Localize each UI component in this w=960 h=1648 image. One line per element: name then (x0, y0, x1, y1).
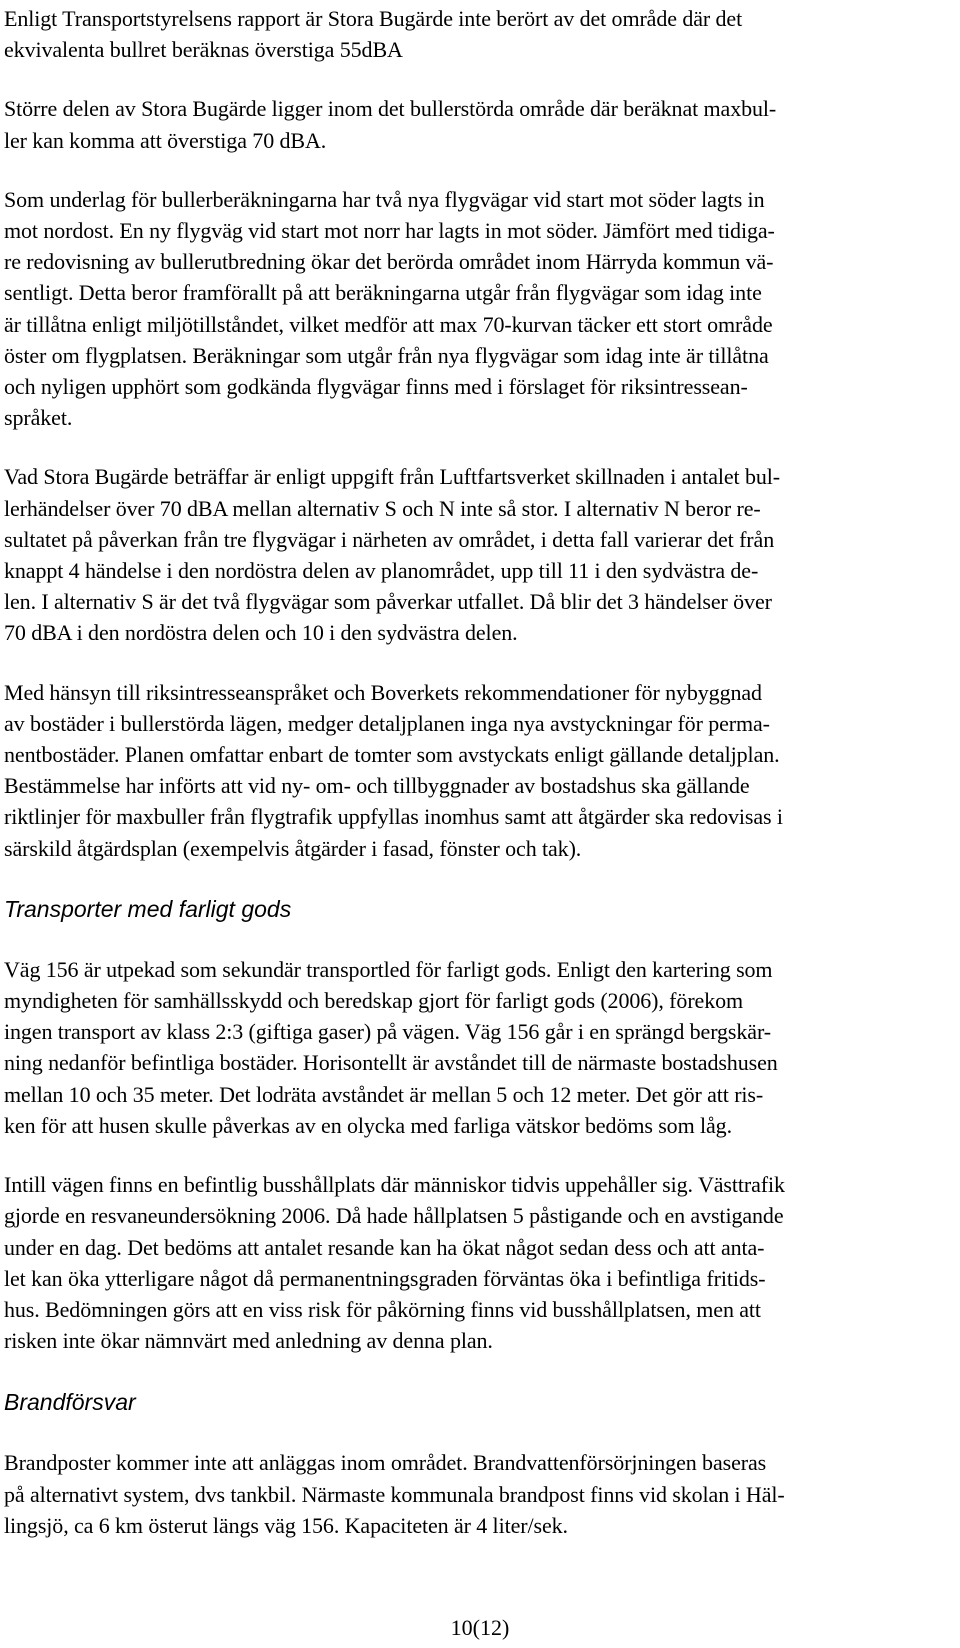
paragraph-max-noise: Större delen av Stora Bugärde ligger inom det bullerstörda område där beräknat maxbul- ler kan komma att överstiga 70 dBA. (4, 96, 777, 153)
paragraph-equivalent-noise: Enligt Transportstyrelsens rapport är Stora Bugärde inte berört av det område där det ekvivalenta bullret beräknas överstiga 55dBA (4, 6, 743, 63)
heading-fire-defense: Brandförsvar (4, 1389, 136, 1416)
paragraph-national-interest: Med hänsyn till riksintresseanspråket och Boverkets rekommendationer för nybyggnad av bostäder i bullerstörda lägen, medger detaljplanen inga nya avstyckningar för perma- nentbostäder. Planen omfattar enbart de tomter som avstyckats enligt gällande detaljplan. Bestämmelse har införts att vid ny- om- och tillbyggnader av bostadshus ska gällande riktlinjer för maxbuller från flygtrafik uppfyllas inomhus samt att åtgärder ska redovisas i särskild åtgärdsplan (exempelvis åtgärder i fasad, fönster och tak). (4, 679, 783, 861)
paragraph-bus-stop: Intill vägen finns en befintlig busshållplats där människor tidvis uppehåller sig. Västtrafik gjorde en resvaneundersökning 2006. Då hade hållplatsen 5 påstigande och en avstigande under en dag. Det bedöms att antalet resande kan ha ökat något sedan dess och att anta- let kan öka ytterligare något då permanentningsgraden förväntas öka i befintliga fritids- hus. Bedömningen görs att en viss risk för påkörning finns vid busshållplatsen, men att risken inte ökar nämnvärt med anledning av denna plan. (4, 1172, 785, 1354)
paragraph-road-156: Väg 156 är utpekad som sekundär transportled för farligt gods. Enligt den kartering som myndigheten för samhällsskydd och beredskap gjort för farligt gods (2006), förekom ingen transport av klass 2:3 (giftiga gaser) på vägen. Väg 156 går i en sprängd bergskär- ning nedanför befintliga bostäder. Horisontellt är avståndet till de närmaste bostadshusen mellan 10 och 35 meter. Det lodräta avståndet är mellan 5 och 12 meter. Det gör att ris- ken för att husen skulle påverkas av en olycka med farliga vätskor bedöms som låg. (4, 956, 778, 1138)
paragraph-noise-events: Vad Stora Bugärde beträffar är enligt uppgift från Luftfartsverket skillnaden i antalet bul- lerhändelser över 70 dBA mellan alternativ S och N inte så stor. I alternativ N beror re- sultatet på påverkan från tre flygvägar i närheten av området, i detta fall varierar det från knappt 4 händelse i den nordöstra delen av planområdet, upp till 11 i den sydvästra de- len. I alternativ S är det två flygvägar som påverkar utfallet. Då blir det 3 händelser över 70 dBA i den nordöstra delen och 10 i den sydvästra delen. (4, 464, 781, 646)
paragraph-flight-paths: Som underlag för bullerberäkningarna har två nya flygvägar vid start mot söder lagts in mot nordost. En ny flygväg vid start mot norr har lagts in mot söder. Jämfört med tidiga- re redovisning av bullerutbredning ökar det berörda området inom Härryda kommun vä- sentligt. Detta beror framförallt på att beräkningarna utgår från flygvägar som idag inte är tillåtna enligt miljötillståndet, vilket medför att max 70-kurvan täcker ett stort område öster om flygplatsen. Beräkningar som utgår från nya flygvägar som idag inte är tillåtna och nyligen upphört som godkända flygvägar finns med i förslaget för riksintressean- språket. (4, 186, 775, 431)
page-number: 10(12) (450, 1615, 510, 1640)
heading-dangerous-goods: Transporter med farligt gods (4, 895, 292, 922)
paragraph-fire-hydrants: Brandposter kommer inte att anläggas inom området. Brandvattenförsörjningen baseras på alternativt system, dvs tankbil. Närmaste kommunala brandpost finns vid skolan i Häl- lingsjö, ca 6 km österut längs väg 156. Kapaciteten är 4 liter/sek. (4, 1450, 785, 1538)
page-body (4, 0, 954, 1541)
